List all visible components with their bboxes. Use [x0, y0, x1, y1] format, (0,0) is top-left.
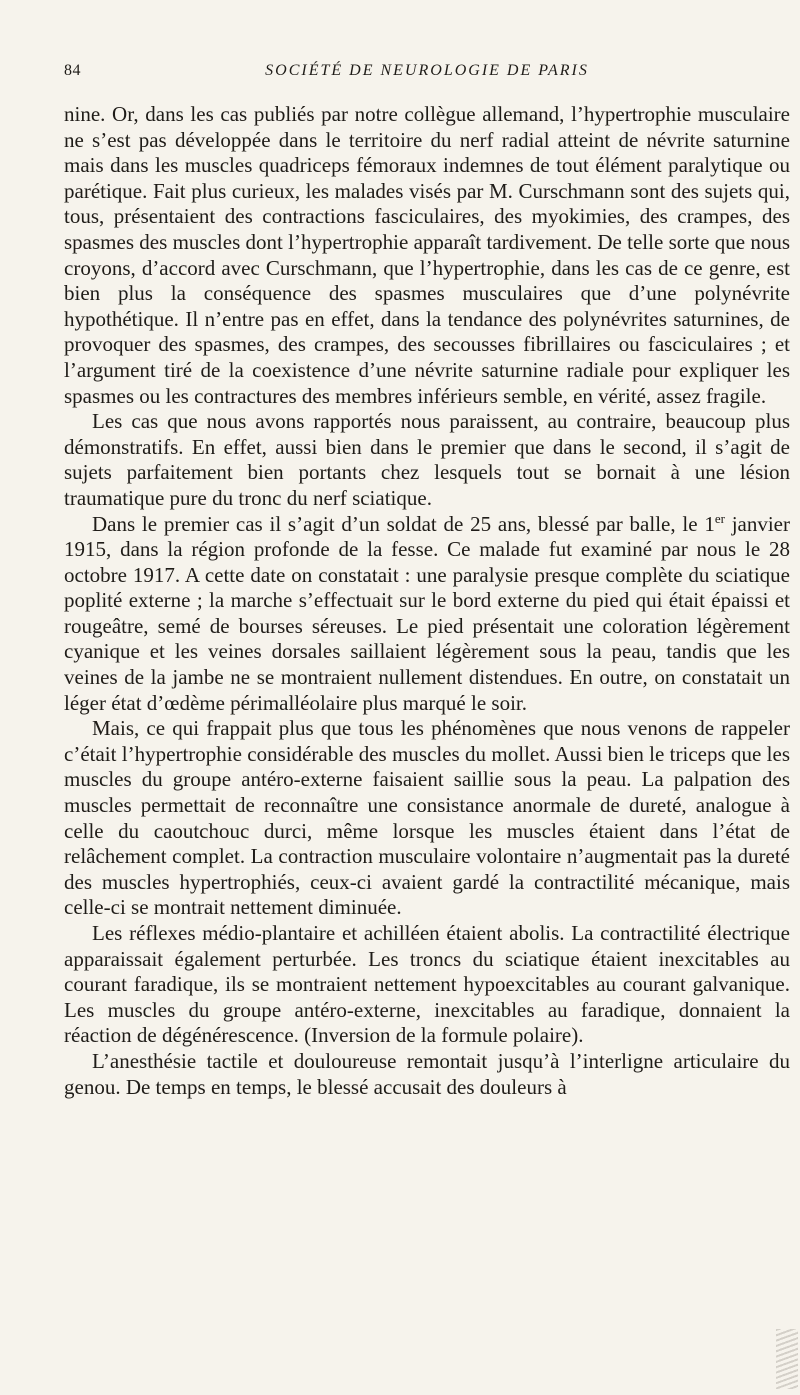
paragraph-2: Les cas que nous avons rapportés nous paraissent, au contraire, beaucoup plus démonstratifs. En effet, aussi bien dans le premier que dans le second, il s’agit de sujets parfaitement bien portants chez lesquels tout se bornait à une lésion traumatique pure du tronc du nerf sciatique.	[64, 409, 790, 510]
running-head	[64, 62, 790, 92]
paragraph-5: Les réflexes médio-plantaire et achilléen étaient abolis. La contractilité électrique apparaissait également perturbée. Les troncs du sciatique étaient inexcitables au courant faradique, ils se montraient nettement hypoexcitables au courant galvanique. Les muscles du groupe antéro-externe, inexcitables au faradique, donnaient la réaction de dégénérescence. (Inversion de la formule polaire).	[64, 921, 790, 1048]
paragraph-3-after: janvier 1915, dans la région profonde de la fesse. Ce malade fut examiné par nous le 28 octobre 1917. A cette date on constatait : une paralysie presque complète du sciatique poplité externe ; la marche s’effectuait sur le bord externe du pied qui était épaissi et rougeâtre, semé de bourses séreuses. Le pied présentait une coloration légèrement cyanique et les veines dorsales saillaient légèrement sous la peau, tandis que les veines de la jambe ne se montraient nullement distendues. En outre, on constatait un léger état d’œdème périmalléolaire plus marqué le soir.	[64, 511, 790, 715]
ordinal-superscript: er	[714, 510, 725, 526]
article-body	[64, 102, 790, 1100]
page-edge-stain	[776, 1329, 798, 1389]
paragraph-3-before: Dans le premier cas il s’agit d’un soldat de 25 ans, blessé par balle, le	[92, 511, 705, 536]
journal-title: SOCIÉTÉ DE NEUROLOGIE DE PARIS	[265, 62, 589, 79]
date-ordinal-number: 1	[704, 511, 715, 536]
paragraph-1: nine. Or, dans les cas publiés par notre collègue allemand, l’hypertrophie musculaire ne s’est pas développée dans le territoire du nerf radial atteint de névrite saturnine mais dans les muscles quadriceps fémoraux indemnes de tout élément paralytique ou parétique. Fait plus curieux, les malades visés par M. Curschmann sont des sujets qui, tous, présentaient des contractions fasciculaires, des myokimies, des crampes, des spasmes des muscles dont l’hypertrophie apparaît tardivement. De telle sorte que nous croyons, d’accord avec Curschmann, que l’hypertrophie, dans les cas de ce genre, est bien plus la conséquence des spasmes musculaires que d’une polynévrite hypothétique. Il n’entre pas en effet, dans la tendance des polynévrites saturnines, de provoquer des spasmes, des crampes, des secousses fibrillaires ou fasciculaires ; et l’argument tiré de la coexistence d’une névrite saturnine radiale pour expliquer les spasmes ou les contractures des membres inférieurs semble, en vérité, assez fragile.	[64, 102, 790, 408]
paragraph-3	[64, 512, 790, 717]
page-number: 84	[64, 62, 81, 79]
paragraph-6: L’anesthésie tactile et douloureuse remontait jusqu’à l’interligne articulaire du genou. De temps en temps, le blessé accusait des douleurs à	[64, 1048, 790, 1099]
document-page	[64, 62, 790, 1100]
paragraph-4: Mais, ce qui frappait plus que tous les phénomènes que nous venons de rappeler c’était l’hypertrophie considérable des muscles du mollet. Aussi bien le triceps que les muscles du groupe antéro-externe faisaient saillie sous la peau. La palpation des muscles permettait de reconnaître une consistance anormale de dureté, analogue à celle du caoutchouc durci, même lorsque les muscles étaient dans l’état de relâchement complet. La contraction musculaire volontaire n’augmentait pas la dureté des muscles hypertrophiés, ceux-ci avaient gardé la contractilité mécanique, mais celle-ci se montrait nettement diminuée.	[64, 716, 790, 920]
